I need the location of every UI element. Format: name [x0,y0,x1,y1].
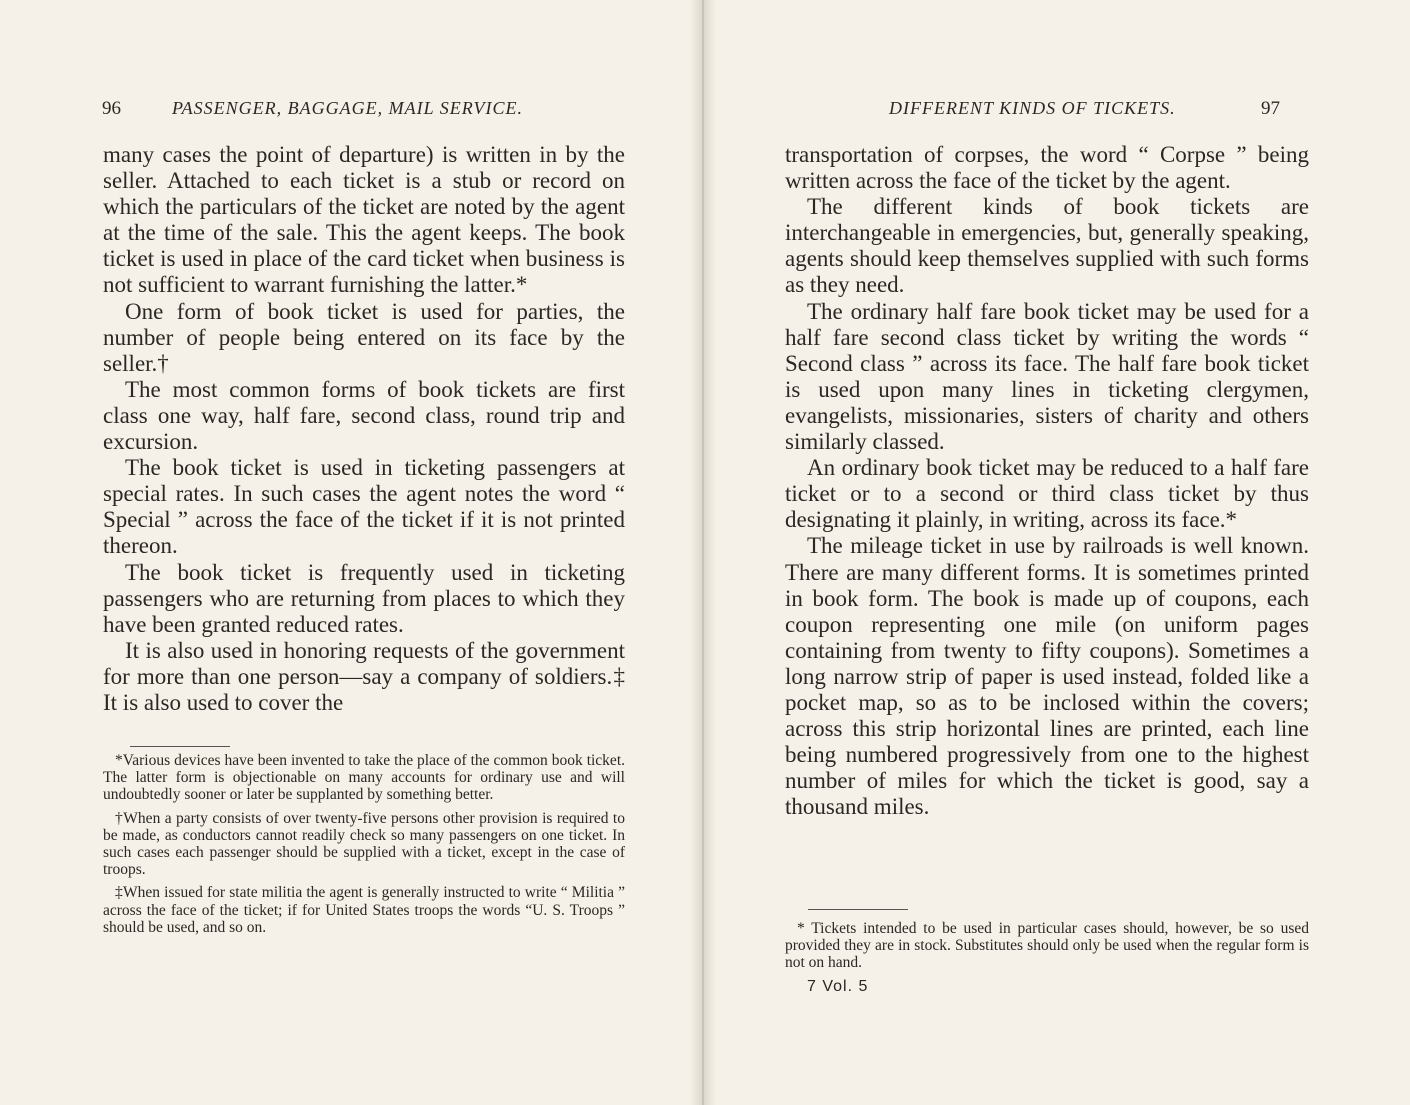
left-footnote-3: ‡When issued for state militia the agent is generally instructed to write “ Militia ” across the face of the ticket; if for United States troops the words “U. S. Troops ” should be used, and so on. [103,884,625,936]
left-footnote-rule [130,746,230,747]
right-paragraph-3: The ordinary half fare book ticket may be used for a half fare second class ticket by writing the words “ Second class ” across its face. The half fare book ticket is used upon many lines in ticketing clergymen, evangelists, missionaries, sisters of charity and others similarly classed. [785,298,1309,455]
left-running-head: PASSENGER, BAGGAGE, MAIL SERVICE. [172,98,523,118]
right-footnote-rule [808,909,908,910]
left-paragraph-5: The book ticket is frequently used in ticketing passengers who are returning from places to which they have been granted reduced rates. [103,559,625,637]
left-footnote-2: †When a party consists of over twenty-five persons other provision is required to be made, as conductors cannot readily check so many passengers on one ticket. In such cases each passenger should be supplied with a ticket, except in the case of troops. [103,809,625,879]
right-paragraph-5: The mileage ticket in use by railroads is well known. There are many different forms. It is sometimes printed in book form. The book is made up of coupons, each coupon representing one mile (on uniform pages containing from twenty to fifty coupons). Sometimes a long narrow strip of paper is used instead, folded like a pocket map, so as to be inclosed within the covers; across this strip horizontal lines are printed, each line being numbered progressively from one to the highest number of miles for which the ticket is good, say a thousand miles. [785,533,1309,820]
left-paragraph-1: many cases the point of departure) is written in by the seller. Attached to each ticket is a stub or record on which the particulars of the ticket are noted by the agent at the time of the sale. This the agent keeps. The book ticket is used in place of the card ticket when business is not sufficient to warrant furnishing the latter.* [103,142,625,298]
left-paragraph-6: It is also used in honoring requests of the government for more than one person—say a company of soldiers.‡ It is also used to cover the [103,637,625,715]
left-paragraph-4: The book ticket is used in ticketing passengers at special rates. In such cases the agent notes the word “ Special ” across the face of the ticket if it is not printed thereon. [103,455,625,559]
right-footnotes [785,920,1309,978]
book-gutter [690,0,716,1105]
left-paragraph-3: The most common forms of book tickets are first class one way, half fare, second class, round trip and excursion. [103,376,625,455]
left-paragraph-2: One form of book ticket is used for parties, the number of people being entered on its face by the seller.† [103,298,625,376]
right-running-head: DIFFERENT KINDS OF TICKETS. [889,98,1176,118]
left-page-number: 96 [102,98,121,119]
right-paragraph-4: An ordinary book ticket may be reduced to a half fare ticket or to a second or third class ticket by thus designating it plainly, in writing, across its face.* [785,455,1309,533]
right-footnote-1: * Tickets intended to be used in particular cases should, however, be so used provided they are in stock. Substitutes should only be used when the regular form is not on hand. [785,920,1309,972]
right-page-body [785,142,1309,820]
left-footnotes [103,752,625,942]
right-paragraph-2: The different kinds of book tickets are interchangeable in emergencies, but, generally speaking, agents should keep themselves supplied with such forms as they need. [785,194,1309,298]
right-paragraph-1: transportation of corpses, the word “ Corpse ” being written across the face of the ticket by the agent. [785,142,1309,194]
left-footnote-1: *Various devices have been invented to take the place of the common book ticket. The latter form is objectionable on many accounts for ordinary use and will undoubtedly sooner or later be supplanted by something better. [103,752,625,804]
signature-mark: 7 Vol. 5 [807,978,869,995]
left-page-body [103,142,625,716]
right-page [703,0,1410,1105]
right-page-number: 97 [1261,98,1280,119]
left-page [0,0,703,1105]
